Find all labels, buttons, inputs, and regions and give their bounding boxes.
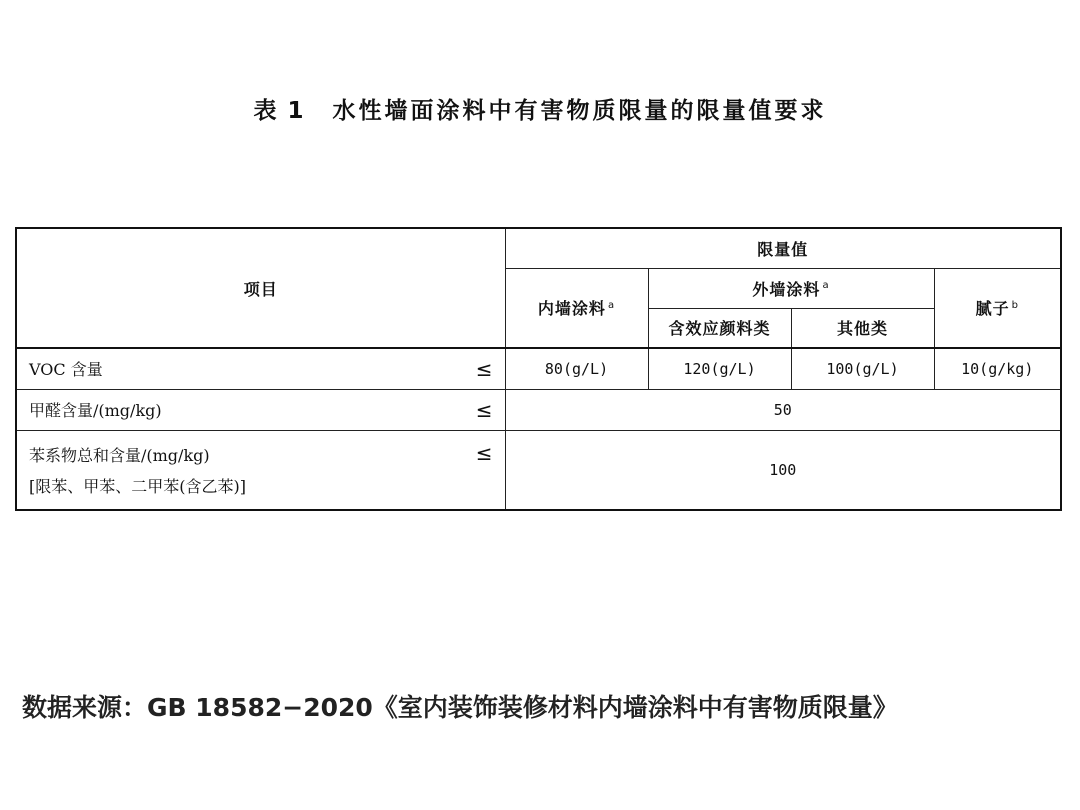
table-title — [0, 92, 1080, 125]
header-exterior-sup: a — [822, 280, 830, 292]
row-formaldehyde-operator: ≤ — [475, 397, 493, 422]
header-interior — [505, 268, 648, 348]
header-exterior-effect-label: 含效应颜料类 — [668, 319, 771, 339]
row-voc-item — [16, 348, 505, 389]
header-row-1 — [16, 228, 1061, 268]
row-voc-operator: ≤ — [475, 356, 493, 381]
header-exterior-other-label: 其他类 — [836, 319, 888, 339]
table-row-benzene — [16, 430, 1061, 510]
limits-table — [15, 227, 1062, 511]
header-exterior-other — [791, 308, 934, 348]
header-exterior — [648, 268, 934, 308]
source-caption: 数据来源：GB 18582−2020《室内装饰装修材料内墙涂料中有害物质限量》 — [22, 693, 898, 722]
row-benzene-operator: ≤ — [475, 440, 493, 465]
header-exterior-effect — [648, 308, 791, 348]
row-formaldehyde-label: 甲醛含量/(mg/kg) — [29, 401, 162, 420]
row-voc-exterior-other: 100(g/L) — [791, 348, 934, 389]
table-title-number: 1 — [287, 98, 307, 124]
table-row-voc — [16, 348, 1061, 389]
table-row-formaldehyde — [16, 389, 1061, 430]
header-limit-value-label: 限量值 — [757, 239, 809, 259]
header-exterior-label: 外墙涂料 — [752, 279, 821, 299]
row-benzene-value: 100 — [505, 430, 1061, 510]
header-interior-label: 内墙涂料 — [537, 299, 606, 319]
row-benzene-item — [16, 430, 505, 510]
row-voc-label: VOC 含量 — [29, 360, 103, 380]
row-voc-interior: 80(g/L) — [505, 348, 648, 389]
row-benzene-label: 苯系物总和含量/(mg/kg) — [29, 445, 210, 465]
header-putty — [934, 268, 1061, 348]
header-item-label: 项目 — [243, 279, 278, 299]
table-title-label: 表 — [253, 98, 280, 124]
table-title-text: 水性墙面涂料中有害物质限量的限量值要求 — [332, 98, 827, 124]
row-voc-exterior-effect: 120(g/L) — [648, 348, 791, 389]
row-voc-putty: 10(g/kg) — [934, 348, 1061, 389]
header-putty-sup: b — [1011, 299, 1019, 311]
row-formaldehyde-value: 50 — [505, 389, 1061, 430]
row-benzene-sublabel: [限苯、甲苯、二甲苯(含乙苯)] — [29, 476, 246, 496]
header-limit-value — [505, 228, 1061, 268]
header-item — [16, 228, 505, 348]
header-interior-sup: a — [607, 299, 616, 311]
row-formaldehyde-item — [16, 389, 505, 430]
header-putty-label: 腻子 — [975, 299, 1010, 319]
